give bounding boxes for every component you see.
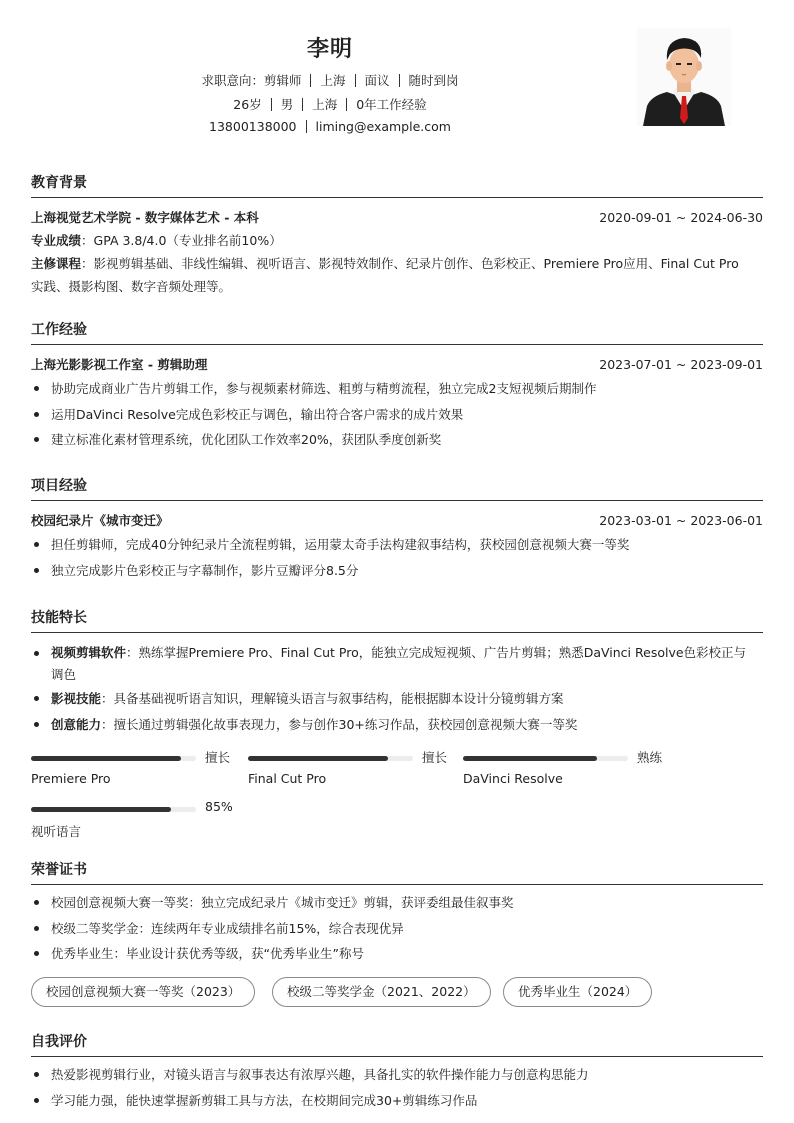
skill-label: 视频剪辑软件 [51,645,127,660]
courses-line [31,252,763,275]
honor-bullet: 校级二等奖学金：连续两年专业成绩排名前15%，综合表现优异 [31,916,763,942]
project-date: 2023-03-01 ~ 2023-06-01 [599,513,763,528]
skill-text: ：具备基础视听语言知识，理解镜头语言与叙事结构，能根据脚本设计分镜剪辑方案 [101,691,564,706]
honors-section [31,860,763,967]
section-title: 荣誉证书 [31,862,87,878]
skill-name: DaVinci Resolve [463,771,563,786]
project-name: 校园纪录片《城市变迁》 [31,513,169,528]
gpa-value: ：GPA 3.8/4.0（专业排名前10%） [81,233,282,248]
section-divider [31,344,763,345]
education-entry-header [31,207,763,229]
age: 26岁 [233,97,262,112]
progress-fill [463,756,597,761]
skill-bar-audiovisual [31,801,241,845]
skill-text: ：熟练掌握Premiere Pro、Final Cut Pro，能独立完成短视频、广告片剪辑；熟悉DaVinci Resolve色彩校正与 [126,645,747,660]
skill-level: 熟练 [637,750,663,765]
progress-fill [248,756,388,761]
company-role: 上海光影影视工作室 - 剪辑助理 [31,357,208,372]
separator [355,74,356,87]
section-title: 项目经验 [31,478,87,494]
progress-track [248,756,413,761]
separator [399,74,400,87]
work-section [31,320,763,453]
courses-label: 主修课程 [31,256,82,271]
location: 上海 [312,97,338,112]
gpa-label: 专业成绩 [31,233,82,248]
section-title: 技能特长 [31,610,87,626]
work-date: 2023-07-01 ~ 2023-09-01 [599,357,763,372]
separator [271,98,272,111]
candidate-name: 李明 [306,37,353,62]
skill-bullet [31,712,763,738]
section-title: 工作经验 [31,322,87,338]
education-date: 2020-09-01 ~ 2024-06-30 [599,210,763,225]
work-bullet: 协助完成商业广告片剪辑工作，参与视频素材筛选、粗剪与精剪流程，独立完成2支短视频后期制作 [31,376,763,402]
section-title: 自我评价 [31,1034,87,1050]
skill-name: Premiere Pro [31,771,111,786]
honor-tag: 校级二等奖学金（2021、2022） [272,977,491,1007]
skill-label: 创意能力 [51,716,102,732]
progress-fill [31,807,171,812]
skill-bar-premiere [31,750,241,794]
skill-name: 视听语言 [31,824,82,839]
courses-value: ：影视剪辑基础、非线性编辑、视听语言、影视特效制作、纪录片创作、色彩校正、Premiere Pro应用、Final Cut Pro [81,256,739,271]
experience-years: 0年工作经验 [356,97,427,112]
work-entry-header [31,354,763,376]
honor-bullet: 优秀毕业生：毕业设计获优秀等级，获“优秀毕业生”称号 [31,941,763,967]
skill-bar-finalcut [248,750,458,794]
courses-line-cont: 实践、摄影构图、数字音频处理等。 [31,279,232,294]
honor-tag: 校园创意视频大赛一等奖（2023） [31,977,255,1007]
gpa-line [31,229,763,252]
skill-label: 影视技能 [51,691,102,706]
gender: 男 [280,97,294,112]
separator [306,120,307,133]
school-degree: 上海视觉艺术学院 - 数字媒体艺术 - 本科 [31,210,259,225]
personal-info-line [0,95,660,113]
skill-text-cont: 调色 [51,667,77,682]
work-bullet: 建立标准化素材管理系统，优化团队工作效率20%，获团队季度创新奖 [31,427,763,453]
self-eval-bullet: 学习能力强，能快速掌握新剪辑工具与方法，在校期间完成30+剪辑练习作品 [31,1088,763,1114]
progress-fill [31,756,181,761]
projects-section [31,476,763,583]
job-availability: 随时到岗 [408,73,459,88]
skill-level: 擅长 [422,750,448,765]
section-title: 教育背景 [31,175,87,191]
separator [302,98,303,111]
skill-bullet [31,686,763,712]
separator [346,98,347,111]
self-evaluation-section [31,1032,763,1113]
skill-bullet [31,642,763,686]
project-bullet: 担任剪辑师，完成40分钟纪录片全流程剪辑，运用蒙太奇手法构建叙事结构，获校园创意视频大赛一等奖 [31,532,763,558]
project-bullet: 独立完成影片色彩校正与字幕制作，影片豆瓣评分8.5分 [31,558,763,584]
education-section [31,173,763,298]
section-divider [31,197,763,198]
skill-bar-davinci [463,750,673,794]
skill-name: Final Cut Pro [248,771,327,786]
separator [310,74,311,87]
skills-section [31,608,763,737]
person-portrait-icon [637,28,731,126]
progress-track [463,756,628,761]
project-entry-header [31,510,763,532]
section-divider [31,500,763,501]
job-salary: 面议 [364,73,390,88]
email[interactable]: liming@example.com [315,119,451,134]
job-target: 求职意向：剪辑师 [201,73,302,88]
honor-tag: 优秀毕业生（2024） [503,977,652,1007]
phone: 13800138000 [209,119,297,134]
work-bullet: 运用DaVinci Resolve完成色彩校正与调色，输出符合客户需求的成片效果 [31,402,763,428]
contact-line [0,119,660,134]
progress-track [31,807,196,812]
honor-bullet: 校园创意视频大赛一等奖：独立完成纪录片《城市变迁》剪辑，获评委组最佳叙事奖 [31,890,763,916]
skill-level: 85% [205,799,233,814]
skill-level: 擅长 [205,750,231,765]
avatar [637,28,731,126]
skill-text: ：擅长通过剪辑强化故事表现力，参与创作30+练习作品，获校园创意视频大赛一等奖 [101,716,578,732]
job-intention-line [0,71,660,89]
job-city: 上海 [320,73,346,88]
self-eval-bullet: 热爱影视剪辑行业，对镜头语言与叙事表达有浓厚兴趣，具备扎实的软件操作能力与创意构思能力 [31,1062,763,1088]
progress-track [31,756,196,761]
